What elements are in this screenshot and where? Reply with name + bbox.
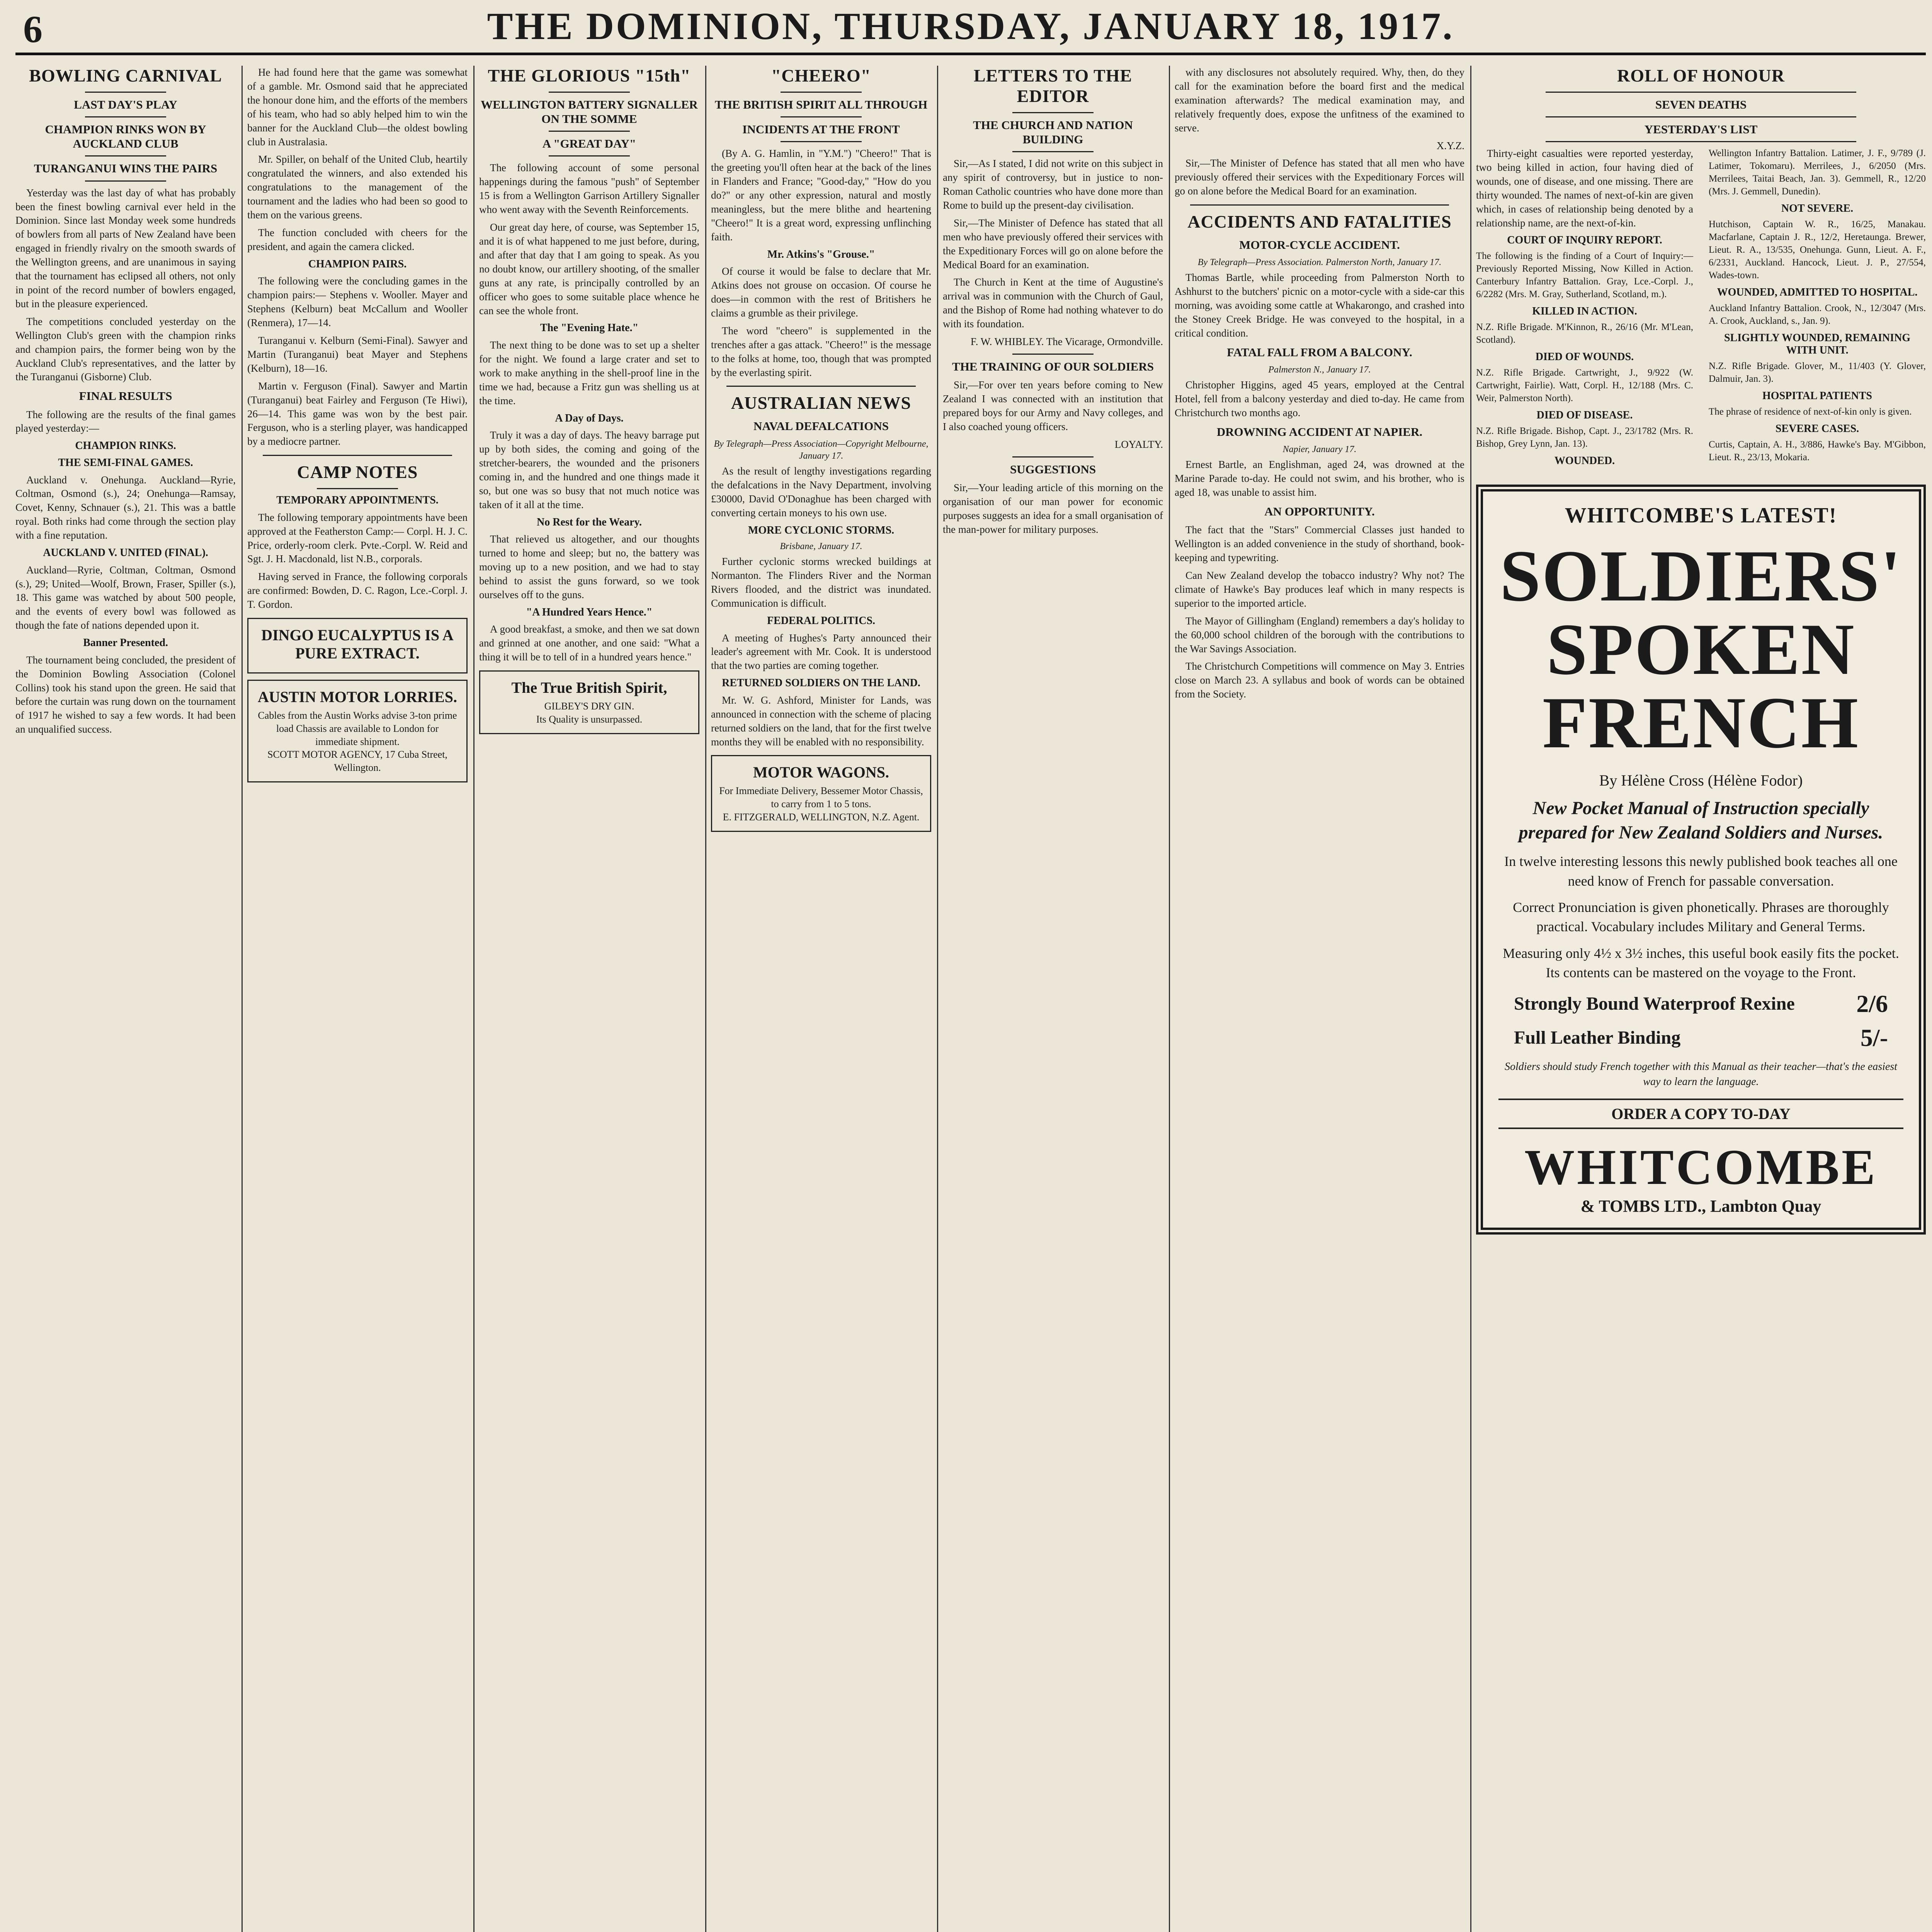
- dateline: Brisbane, January 17.: [780, 541, 862, 552]
- dateline: By Telegraph—Press Association—Copyright Melbourne, January 17.: [714, 439, 929, 461]
- rule: [1190, 204, 1449, 206]
- article-paragraph: That relieved us altogether, and our thoughts turned to home and sleep; but no, the battery was moving up to a new position, and we had to stay behind to assist the guns forward, so we took ourselves off to the guns.: [479, 533, 699, 600]
- ad-text: Its Quality is unsurpassed.: [536, 713, 643, 725]
- price-label: Full Leather Binding: [1514, 1027, 1681, 1048]
- casualty-group-text: N.Z. Rifle Brigade. Glover, M., 11/403 (Y. Glover, Dalmuir, Jan. 3).: [1709, 361, 1926, 384]
- section-heading: RETURNED SOLDIERS ON THE LAND.: [722, 677, 920, 689]
- casualty-group: [1476, 234, 1693, 301]
- article-subheading: THE BRITISH SPIRIT ALL THROUGH: [714, 97, 928, 111]
- rule: [85, 116, 166, 117]
- section-heading: A Day of Days.: [555, 412, 624, 424]
- masthead: [0, 0, 1932, 58]
- casualty-group-text: N.Z. Rifle Brigade. Bishop, Capt. J., 23/1782 (Mrs. R. Bishop, Grey Lynn, Jan. 13).: [1476, 425, 1693, 449]
- advertisement: [247, 680, 468, 782]
- column-4: [711, 66, 931, 1932]
- article-paragraph: Sir,—For over ten years before coming to New Zealand I was connected with an institution that prepared boys for our Army and Navy colleges, and I also coached young officers.: [943, 379, 1163, 432]
- ad-title: The True British Spirit,: [511, 679, 667, 697]
- casualty-group-text: The following is the finding of a Court of Inquiry:— Previously Reported Missing, Now Killed in Action. Canterbury Infantry Battalion. Gray, Lce.-Corpl. J., 6/2282 (Mrs. M. Gray, Sutherland, Scotland, m.).: [1476, 250, 1693, 299]
- casualty-group: [1709, 332, 1926, 385]
- rule: [1546, 141, 1856, 142]
- promo-kicker: WHITCOMBE'S LATEST!: [1565, 503, 1837, 528]
- rule: [781, 116, 862, 117]
- column-3: [479, 66, 699, 1932]
- promo-firm-address: & TOMBS LTD., Lambton Quay: [1580, 1196, 1821, 1216]
- casualty-group-title: DIED OF WOUNDS.: [1535, 350, 1634, 363]
- letter-signoff: LOYALTY.: [1114, 438, 1163, 450]
- casualty-group: [1709, 423, 1926, 464]
- article-paragraph: The next thing to be done was to set up a shelter for the night. We found a large crater and set to work to make anything in the shell-proof line in the time we had, because a Fritz gun was shelling us at the time.: [479, 339, 699, 406]
- article-paragraph: (By A. G. Hamlin, in "Y.M.") "Cheero!" That is the greeting you'll often hear at the back of the lines in Flanders and France; "Good-day," "How do you do?" or any other expression, natural and mostly meaningless, but the mere blithe and heartening "Cheero!" It is a great word, expressing unflinching faith.: [711, 148, 931, 243]
- article-paragraph: Christopher Higgins, aged 45 years, employed at the Central Hotel, fell from a balcony yesterday and died to-day. He came from Christchurch two months ago.: [1175, 379, 1464, 419]
- article-subheading: FATAL FALL FROM A BALCONY.: [1227, 345, 1412, 359]
- article-subheading: SUGGESTIONS: [1010, 462, 1096, 476]
- article-paragraph: The fact that the "Stars" Commercial Classes just handed to Wellington is an added convenience in the study of shorthand, book-keeping and typewriting.: [1175, 524, 1464, 564]
- ad-text: For Immediate Delivery, Bessemer Motor Chassis, to carry from 1 to 5 tons.: [719, 785, 923, 810]
- article-heading: ROLL OF HONOUR: [1617, 66, 1785, 85]
- section-heading: "A Hundred Years Hence.": [526, 606, 653, 618]
- masthead-title: THE DOMINION, THURSDAY, JANUARY 18, 1917.: [487, 5, 1454, 48]
- promo-title-line: SPOKEN FRENCH: [1542, 609, 1860, 764]
- article-paragraph: Auckland v. Onehunga. Auckland—Ryrie, Coltman, Osmond (s.), 24; Onehunga—Ramsay, Covet, Kenny, Schnauer (s.), 21. This was a battle royal. Both rinks had come through the section play with a fine reputation.: [15, 474, 236, 541]
- casualty-group-text: Wellington Infantry Battalion. Latimer, J. F., 9/789 (J. Latimer, Tokomaru). Merrilees, J., 6/2050 (Mrs. Merrilees, Taitai Beach, Jan. 3). Gemmell, R., 12/20 (Mrs. J. Gemmell, Dunedin).: [1709, 148, 1926, 197]
- article-paragraph: Sir,—The Minister of Defence has stated that all men who have previously offered their services with the Expeditionary Forces will go on alone before the Medical Board for an examination.: [1175, 157, 1464, 197]
- article-subheading: NAVAL DEFALCATIONS: [753, 419, 889, 433]
- article-paragraph: Thomas Bartle, while proceeding from Palmerston North to Ashhurst to the butchers' picnic on a motor-cycle with a side-car this morning, was avoiding some cattle at Whakarongo, and crashed into the Stoney Creek Bridge. He was conveyed to the hospital, in a critical condition.: [1175, 272, 1464, 339]
- article-paragraph: with any disclosures not absolutely required. Why, then, do they call for the examination before the board first and the medical examination afterwards? The medical examination may, and relatively frequently does, expose the unfitness of the examined to serve.: [1175, 66, 1464, 134]
- casualty-group-text: Auckland Infantry Battalion. Crook, N., 12/3047 (Mrs. A. Crook, Auckland, s., Jan. 9).: [1709, 303, 1926, 327]
- casualty-group: [1476, 351, 1693, 405]
- rule: [1546, 116, 1856, 117]
- page-number: 6: [23, 8, 43, 51]
- column-divider: [937, 66, 938, 1932]
- column-7: [1476, 66, 1926, 1932]
- article-subheading: MOTOR-CYCLE ACCIDENT.: [1239, 238, 1400, 252]
- article-subheading: TURANGANUI WINS THE PAIRS: [34, 162, 218, 175]
- promo-note: Soldiers should study French together with this Manual as their teacher—that's the easiest way to learn the language.: [1505, 1060, 1897, 1088]
- promo-text: In twelve interesting lessons this newly published book teaches all one need know of French for passable conversation.: [1504, 854, 1898, 889]
- article-subheading: THE TRAINING OF OUR SOLDIERS: [952, 359, 1154, 373]
- rule: [1012, 112, 1094, 113]
- ad-text: GILBEY'S DRY GIN.: [544, 701, 634, 712]
- whitcombe-advertisement: [1476, 485, 1926, 1235]
- article-heading: CAMP NOTES: [297, 462, 418, 482]
- casualty-group-text: The phrase of residence of next-of-kin only is given.: [1709, 406, 1912, 417]
- article-paragraph: The following were the concluding games in the champion pairs:— Stephens v. Wooller. Mayer and Stephens (Kelburn) beat McCallum and Wooller (Renmera), 17—14.: [247, 275, 468, 329]
- rule: [1546, 92, 1856, 93]
- article-paragraph: The word "cheero" is supplemented in the trenches after a gas attack. "Cheero!" is the message to the folks at home, too, though that was prompted by the everlasting spirit.: [711, 325, 931, 378]
- article-paragraph: Truly it was a day of days. The heavy barrage put up by both sides, the coming and going of the stretcher-bearers, the wounded and the prisoners coming in, and the hundred and one things made it so, but one was so busy that not much notice was taken of it all at the time.: [479, 429, 699, 510]
- column-5: [943, 66, 1163, 1932]
- promo-strapline: New Pocket Manual of Instruction specially prepared for New Zealand Soldiers and Nurses.: [1519, 798, 1883, 843]
- article-heading: "CHEERO": [771, 66, 871, 85]
- article-paragraph: Can New Zealand develop the tobacco industry? Why not? The climate of Hawke's Bay produces leaf which in many respects is superior to the imported article.: [1175, 570, 1464, 609]
- casualty-group-title: WOUNDED, ADMITTED TO HOSPITAL.: [1717, 286, 1918, 299]
- article-paragraph: A meeting of Hughes's Party announced their leader's agreement with Mr. Cook. It is understood that the two parties are coming together.: [711, 632, 931, 672]
- section-heading: FINAL RESULTS: [79, 389, 172, 403]
- column-2: [247, 66, 468, 1932]
- article-heading: LETTERS TO THE EDITOR: [973, 66, 1133, 106]
- casualty-group: [1709, 202, 1926, 282]
- rule: [85, 92, 166, 93]
- column-divider: [242, 66, 243, 1932]
- section-heading: CHAMPION RINKS.: [75, 440, 176, 452]
- dateline: By Telegraph—Press Association. Palmerston North, January 17.: [1197, 257, 1442, 268]
- ad-title: MOTOR WAGONS.: [753, 764, 889, 781]
- price-row: [1514, 1024, 1888, 1052]
- article-paragraph: The following are the results of the final games played yesterday:—: [15, 408, 236, 434]
- letter-signoff: F. W. WHIBLEY. The Vicarage, Ormondville.: [970, 336, 1163, 348]
- article-subheading: YESTERDAY'S LIST: [1644, 122, 1758, 136]
- casualty-group-title: NOT SEVERE.: [1781, 202, 1854, 215]
- article-paragraph: Sir,—As I stated, I did not write on this subject in any spirit of controversy, but in justice to non-Roman Catholic countries who have done more than Rome to build up the present-day civilisation.: [943, 158, 1163, 211]
- article-paragraph: He had found here that the game was somewhat of a gamble. Mr. Osmond said that he appreciated the honour done him, and the efforts of the members of his team, who had so ably helped him to win the banner for the Auckland Club—the oldest bowling club in Australasia.: [247, 66, 468, 148]
- article-subheading: THE CHURCH AND NATION BUILDING: [973, 118, 1133, 146]
- section-heading: Banner Presented.: [83, 637, 168, 649]
- section-heading: MORE CYCLONIC STORMS.: [748, 524, 895, 536]
- column-divider: [705, 66, 706, 1932]
- article-paragraph: Mr. Spiller, on behalf of the United Club, heartily congratulated the winners, and also extended his congratulations to the management of the tournament and the ladies who had been so good to them on the various greens.: [247, 153, 468, 221]
- column-1: [15, 66, 236, 1932]
- article-paragraph: Auckland—Ryrie, Coltman, Coltman, Osmond (s.), 29; United—Woolf, Brown, Fraser, Spiller (s.), 18. This game was watched by about 500 people, and the events of every bowl was followed as though the fate of nations depended upon it.: [15, 564, 236, 631]
- rule: [726, 386, 916, 387]
- article-paragraph: Thirty-eight casualties were reported yesterday, two being killed in action, four having died of wounds, one of disease, and one missing. There are thirty wounded. The names of next-of-kin are given which, in cases of relationship being denoted by a relationship name, are the next-of-kin.: [1476, 148, 1693, 229]
- rule: [317, 488, 398, 489]
- roll-of-honour-list: [1476, 147, 1926, 469]
- article-heading: AUSTRALIAN NEWS: [731, 393, 912, 413]
- price-value: 5/-: [1860, 1024, 1888, 1051]
- article-paragraph: The Christchurch Competitions will commence on May 3. Entries close on March 23. A syllabus and book of words can be obtained from the Society.: [1175, 660, 1464, 700]
- article-subheading: WELLINGTON BATTERY SIGNALLER ON THE SOMME: [481, 97, 698, 126]
- casualty-group-text: Hutchison, Captain W. R., 16/25, Manakau. Macfarlane, Captain J. R., 12/2, Heretaunga. Brewer, Lieut. R. A., 13/535, Onehunga. Gunn, Lieut. A. F., 6/2331, Auckland. Hancock, Lieut. J. P., 27/554, Wades-town.: [1709, 219, 1926, 281]
- rule: [549, 92, 630, 93]
- article-heading: THE GLORIOUS "15th": [488, 66, 691, 85]
- section-heading: FEDERAL POLITICS.: [767, 614, 876, 627]
- article-heading: BOWLING CARNIVAL: [29, 66, 222, 85]
- promo-text: Measuring only 4½ x 3½ inches, this useful book easily fits the pocket. Its contents can be mastered on the voyage to the Front.: [1503, 945, 1899, 981]
- ad-text: SCOTT MOTOR AGENCY, 17 Cuba Street, Wellington.: [267, 749, 447, 774]
- article-paragraph: Further cyclonic storms wrecked buildings at Normanton. The Flinders River and the Norman Rivers flooded, and the district was inundated. Communication is difficult.: [711, 556, 931, 609]
- article-subheading: SEVEN DEATHS: [1655, 97, 1747, 111]
- ad-title: DINGO EUCALYPTUS IS A PURE EXTRACT.: [261, 626, 454, 662]
- column-divider: [1169, 66, 1170, 1932]
- article-paragraph: The competitions concluded yesterday on the Wellington Club's green with the champion rinks and champion pairs, the former being won by the Auckland Club's representatives, and the latter by the Turanganui (Gisborne) Club.: [15, 315, 236, 383]
- casualty-group-title: SEVERE CASES.: [1775, 423, 1859, 435]
- casualty-group: [1709, 286, 1926, 327]
- casualty-group-title: KILLED IN ACTION.: [1532, 305, 1637, 317]
- article-paragraph: Ernest Bartle, an Englishman, aged 24, was drowned at the Marine Parade to-day. He could not swim, and his brother, who is aged 18, was unable to assist him.: [1175, 459, 1464, 498]
- column-divider: [473, 66, 474, 1932]
- casualty-group-text: N.Z. Rifle Brigade. M'Kinnon, R., 26/16 (Mr. M'Lean, Scotland).: [1476, 321, 1693, 345]
- rule: [549, 131, 630, 132]
- article-paragraph: The Church in Kent at the time of Augustine's arrival was in communion with the Church of Gaul, and the Bishop of Rome had nothing whatever to do with its foundation.: [943, 276, 1163, 330]
- section-heading: The "Evening Hate.": [540, 322, 639, 334]
- article-subheading: AN OPPORTUNITY.: [1264, 505, 1375, 519]
- promo-title-line: SOLDIERS': [1500, 536, 1902, 617]
- article-paragraph: Turanganui v. Kelburn (Semi-Final). Sawyer and Martin (Turanganui) beat Mayer and Stephens (Kelburn), 18—16.: [247, 335, 468, 374]
- price-row: [1514, 990, 1888, 1018]
- section-heading: AUCKLAND V. UNITED (FINAL).: [43, 547, 208, 559]
- article-paragraph: Our great day here, of course, was September 15, and it is of what happened to me just before, during, and after that day that I am going to speak. As you no doubt know, our artillery shooting, of the smaller guns at any rate, is principally controlled by an officer who goes to some suitable place whence he can see the whole front.: [479, 221, 699, 316]
- rule: [1012, 354, 1094, 355]
- rule: [263, 455, 452, 456]
- article-paragraph: The following account of some personal happenings during the famous "push" of September 15 is from a Wellington Garrison Artillery Signaller who went away with the Seventh Reinforcements.: [479, 162, 699, 216]
- article-paragraph: Of course it would be false to declare that Mr. Atkins does not grouse on occasion. Of course he does—in common with the rest of Britishers he claims a grumble as their privilege.: [711, 265, 931, 319]
- article-subheading: DROWNING ACCIDENT AT NAPIER.: [1216, 425, 1423, 439]
- article-paragraph: The following temporary appointments have been approved at the Featherston Camp:— Corpl. H. J. C. Price, orderly-room clerk. Pvte.-Corpl. W. Reid and Sgt. J. H. Macdonald, list N.B., corporals.: [247, 511, 468, 565]
- casualty-group-title: DIED OF DISEASE.: [1536, 409, 1633, 421]
- advertisement: [247, 618, 468, 673]
- article-paragraph: The Mayor of Gillingham (England) remembers a day's holiday to the 60,000 school children of the borough with the contributions to the War Savings Association.: [1175, 615, 1464, 655]
- article-paragraph: A good breakfast, a smoke, and then we sat down and grinned at one another, and one said: "What a thing it will be to tell of in a hundred years hence.": [479, 623, 699, 663]
- ad-text: E. FITZGERALD, WELLINGTON, N.Z. Agent.: [723, 811, 920, 823]
- letter-signoff: X.Y.Z.: [1436, 139, 1464, 151]
- rule: [781, 141, 862, 142]
- rule: [85, 180, 166, 182]
- article-subheading: INCIDENTS AT THE FRONT: [742, 122, 900, 136]
- article-paragraph: The tournament being concluded, the president of the Dominion Bowling Association (Colonel Collins) took his stand upon the green. He said that before the curtain was rung down on the tournament of 1917 he wished to say a few words. It had been an unqualified success.: [15, 654, 236, 735]
- casualty-group-title: WOUNDED.: [1554, 454, 1615, 467]
- article-paragraph: Sir,—The Minister of Defence has stated that all men who have previously offered their services with the Expeditionary Forces will go on alone before the Medical Board for an examination.: [943, 217, 1163, 270]
- advertisement: [711, 755, 931, 832]
- price-label: Strongly Bound Waterproof Rexine: [1514, 993, 1795, 1014]
- casualty-group: [1476, 409, 1693, 450]
- promo-firm-name: WHITCOMBE: [1524, 1139, 1878, 1195]
- rule: [1012, 151, 1094, 152]
- promo-author: By Hélène Cross (Hélène Fodor): [1599, 772, 1803, 789]
- article-subheading: CHAMPION RINKS WON BY AUCKLAND CLUB: [45, 122, 206, 151]
- rule: [85, 155, 166, 156]
- promo-text: Correct Pronunciation is given phonetically. Phrases are thoroughly practical. Vocabulary includes Military and General Terms.: [1513, 900, 1889, 935]
- dateline: Napier, January 17.: [1282, 444, 1357, 455]
- dateline: Palmerston N., January 17.: [1268, 365, 1371, 375]
- promo-title: [1498, 536, 1903, 764]
- article-paragraph: As the result of lengthy investigations regarding the defalcations in the Navy Department, involving £30000, David O'Donaghue has been charged with converting certain moneys to his own use.: [711, 465, 931, 519]
- casualty-group: [1476, 305, 1693, 346]
- casualty-group: [1709, 390, 1926, 418]
- article-subheading: LAST DAY'S PLAY: [74, 97, 177, 111]
- advertisement: [479, 670, 699, 734]
- article-paragraph: Mr. W. G. Ashford, Minister for Lands, was announced in connection with the scheme of placing returned soldiers on the land, that for the first twelve months they will be enabled with no responsibility.: [711, 694, 931, 748]
- article-subheading: A "GREAT DAY": [542, 137, 636, 151]
- section-heading: Mr. Atkins's "Grouse.": [767, 248, 875, 260]
- section-heading: THE SEMI-FINAL GAMES.: [58, 456, 193, 469]
- promo-call-to-action: ORDER A COPY TO-DAY: [1498, 1099, 1903, 1129]
- article-paragraph: Martin v. Ferguson (Final). Sawyer and Martin (Turanganui) beat Fairley and Ferguson (Te Hiwi), 26—14. This game was won by the best pair. Ferguson, who is a sterling player, was handicapped by a mediocre partner.: [247, 380, 468, 447]
- article-paragraph: Sir,—Your leading article of this morning on the organisation of our man power for economic purposes suggests an idea for a small organisation of the man-power for military purposes.: [943, 481, 1163, 535]
- casualty-group-title: COURT OF INQUIRY REPORT.: [1507, 234, 1662, 246]
- masthead-rule: [15, 53, 1926, 55]
- casualty-group-title: SLIGHTLY WOUNDED, REMAINING WITH UNIT.: [1724, 332, 1911, 357]
- casualty-group-text: N.Z. Rifle Brigade. Cartwright, J., 9/922 (W. Cartwright, Fairlie). Watt, Corpl. H., 12/188 (Mrs. C. Weir, Palmerston North).: [1476, 367, 1693, 403]
- article-paragraph: Having served in France, the following corporals are confirmed: Bowden, D. C. Ragon, Lce.-Corpl. J. T. Gordon.: [247, 571, 468, 611]
- section-heading: TEMPORARY APPOINTMENTS.: [276, 494, 439, 507]
- casualty-group-title: HOSPITAL PATIENTS: [1762, 390, 1872, 402]
- casualty-group-text: Curtis, Captain, A. H., 3/886, Hawke's Bay. M'Gibbon, Lieut. R., 23/13, Mokaria.: [1709, 439, 1926, 463]
- column-divider: [1470, 66, 1471, 1932]
- rule: [781, 92, 862, 93]
- ad-text: Cables from the Austin Works advise 3-ton prime load Chassis are available to London for immediate shipment.: [258, 710, 457, 747]
- section-heading: CHAMPION PAIRS.: [308, 258, 407, 270]
- article-heading: ACCIDENTS AND FATALITIES: [1187, 212, 1452, 232]
- column-6: [1175, 66, 1464, 1932]
- rule: [549, 155, 630, 156]
- ad-title: AUSTIN MOTOR LORRIES.: [257, 688, 457, 706]
- price-value: 2/6: [1856, 990, 1888, 1017]
- section-heading: No Rest for the Weary.: [537, 516, 642, 528]
- article-paragraph: The function concluded with cheers for the president, and again the camera clicked.: [247, 226, 468, 252]
- rule: [1012, 456, 1094, 457]
- article-paragraph: Yesterday was the last day of what has probably been the finest bowling carnival ever held in the Dominion. Since last Monday week some hundreds of bowlers from all parts of New Zealand have been engaged in friendly rivalry on the smooth swards of the Wellington greens, and are unanimous in saying that the tournament has eclipsed all others, not only in point of the record number of bowlers engaged, but in the pleasure experienced.: [15, 187, 236, 310]
